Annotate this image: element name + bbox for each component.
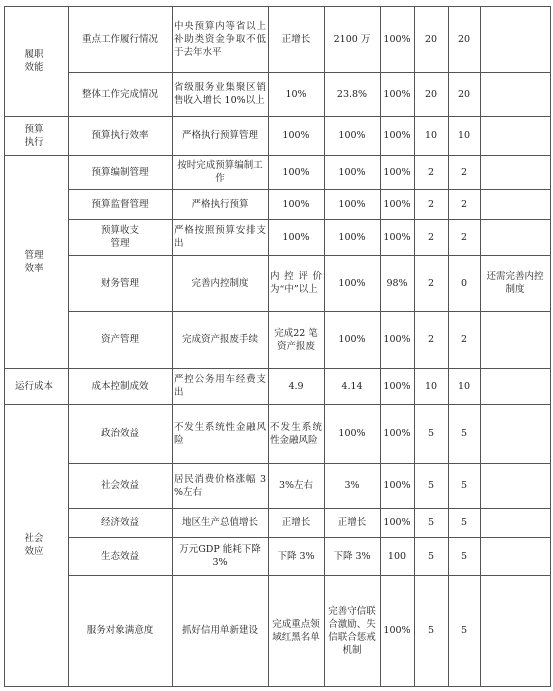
metric-text: 居民消费价格涨幅 3 %左右 bbox=[174, 473, 266, 498]
metric-text: 严控公务用车经费支出 bbox=[174, 374, 266, 398]
score-value: 10 bbox=[457, 130, 471, 141]
weight-value: 10 bbox=[424, 130, 438, 141]
sub-indicator: 整体工作完成情况 bbox=[81, 88, 158, 100]
actual-value: 100% bbox=[338, 130, 366, 141]
cat-cell: 社会 效应 bbox=[24, 533, 44, 557]
weight-value: 2 bbox=[427, 166, 435, 178]
note-text: 还需完善内控制度 bbox=[486, 271, 544, 295]
score-value: 2 bbox=[460, 231, 468, 243]
metric-text: 不发生系统性金融风险 bbox=[174, 421, 266, 446]
actual-value: 下降 3% bbox=[333, 550, 371, 562]
sub-indicator: 经济效益 bbox=[100, 517, 139, 528]
rate-value: 100% bbox=[383, 480, 411, 491]
weight-value: 2 bbox=[427, 277, 435, 289]
rate-value: 100% bbox=[383, 33, 411, 45]
target-value: 4.9 bbox=[288, 380, 304, 392]
actual-value: 正增长 bbox=[337, 517, 367, 528]
target-value: 完成重点领域红黑名单 bbox=[272, 618, 320, 643]
target-value: 下降 3% bbox=[277, 550, 315, 562]
cat-cell: 预算 执行 bbox=[24, 123, 44, 148]
weight-value: 20 bbox=[424, 33, 438, 45]
score-value: 2 bbox=[460, 334, 468, 345]
target-value: 3%左右 bbox=[278, 480, 314, 491]
weight-value: 5 bbox=[427, 428, 435, 439]
rate-value: 100% bbox=[383, 380, 411, 392]
rate-value: 100% bbox=[383, 625, 411, 636]
score-value: 20 bbox=[457, 88, 471, 100]
metric-text: 完善内控制度 bbox=[191, 277, 249, 289]
sub-indicator: 服务对象满意度 bbox=[86, 625, 154, 636]
rate-value: 100% bbox=[383, 130, 411, 141]
metric-text: 抓好信用单新建设 bbox=[181, 625, 258, 636]
target-value: 100% bbox=[282, 166, 310, 178]
sub-indicator: 资产管理 bbox=[100, 334, 139, 345]
target-value: 内控评价为“中”以上 bbox=[270, 271, 322, 295]
rate-value: 100% bbox=[383, 88, 411, 100]
sub-indicator: 预算执行效率 bbox=[91, 130, 149, 141]
target-value: 100% bbox=[282, 231, 310, 243]
sub-indicator: 生态效益 bbox=[100, 550, 139, 562]
metric-text: 严格执行预算管理 bbox=[181, 130, 258, 141]
actual-value: 3% bbox=[344, 480, 360, 491]
rate-value: 98% bbox=[386, 277, 408, 289]
sub-indicator: 成本控制成效 bbox=[91, 380, 149, 392]
score-value: 5 bbox=[460, 428, 468, 439]
sub-indicator: 重点工作履行情况 bbox=[81, 33, 158, 45]
actual-value: 4.14 bbox=[341, 380, 363, 392]
sub-indicator: 预算监督管理 bbox=[91, 198, 149, 210]
metric-text: 严格执行预算 bbox=[191, 198, 249, 210]
rate-value: 100% bbox=[383, 428, 411, 439]
target-value: 100% bbox=[282, 130, 310, 141]
sub-indicator: 社会效益 bbox=[100, 480, 139, 491]
rate-value: 100% bbox=[383, 334, 411, 345]
metric-text: 完成资产报废手续 bbox=[181, 334, 258, 345]
weight-value: 2 bbox=[427, 198, 435, 210]
weight-value: 5 bbox=[427, 625, 435, 636]
cat-cell: 运行成本 bbox=[14, 380, 53, 392]
weight-value: 2 bbox=[427, 334, 435, 345]
actual-value: 100% bbox=[338, 428, 366, 439]
metric-text: 省级服务业集聚区销售收入增长 10%以上 bbox=[174, 82, 266, 106]
sub-indicator: 财务管理 bbox=[100, 277, 139, 289]
target-value: 不发生系统性金融风险 bbox=[270, 421, 322, 446]
score-value: 10 bbox=[457, 380, 471, 392]
rate-value: 100% bbox=[383, 198, 411, 210]
score-value: 0 bbox=[460, 277, 468, 289]
sub-indicator: 政治效益 bbox=[100, 428, 139, 439]
sub-indicator: 预算编制管理 bbox=[91, 166, 149, 178]
score-value: 2 bbox=[460, 166, 468, 178]
actual-value: 2100 万 bbox=[333, 33, 371, 45]
cat-cell: 管理 效率 bbox=[24, 249, 44, 274]
cat-cell: 履职 效能 bbox=[24, 49, 44, 73]
weight-value: 10 bbox=[424, 380, 438, 392]
actual-value: 100% bbox=[338, 334, 366, 345]
score-value: 5 bbox=[460, 517, 468, 528]
weight-value: 2 bbox=[427, 231, 435, 243]
score-value: 2 bbox=[460, 198, 468, 210]
metric-text: 万元GDP 能耗下降3% bbox=[179, 544, 261, 568]
weight-value: 5 bbox=[427, 550, 435, 562]
weight-value: 20 bbox=[424, 88, 438, 100]
score-value: 5 bbox=[460, 480, 468, 491]
rate-value: 100 bbox=[387, 550, 407, 562]
rate-value: 100% bbox=[383, 517, 411, 528]
metric-text: 按时完成预算编制工作 bbox=[177, 160, 263, 184]
score-value: 5 bbox=[460, 625, 468, 636]
actual-value: 100% bbox=[338, 166, 366, 178]
target-value: 10% bbox=[285, 88, 307, 100]
target-value: 完成22 笔资产报废 bbox=[274, 327, 318, 352]
rate-value: 100% bbox=[383, 166, 411, 178]
weight-value: 5 bbox=[427, 480, 435, 491]
score-value: 20 bbox=[457, 33, 471, 45]
actual-value: 100% bbox=[338, 277, 366, 289]
score-value: 5 bbox=[460, 550, 468, 562]
metric-text: 中央预算内等省以上补助类资金争取不低于去年水平 bbox=[174, 20, 266, 58]
sub-indicator: 预算收支 管理 bbox=[100, 225, 139, 249]
actual-value: 100% bbox=[338, 198, 366, 210]
metric-text: 严格按照预算安排支出 bbox=[174, 225, 266, 249]
actual-value: 100% bbox=[338, 231, 366, 243]
rate-value: 100% bbox=[383, 231, 411, 243]
metric-text: 地区生产总值增长 bbox=[181, 517, 258, 528]
target-value: 100% bbox=[282, 198, 310, 210]
weight-value: 5 bbox=[427, 517, 435, 528]
target-value: 正增长 bbox=[281, 517, 311, 528]
target-value: 正增长 bbox=[281, 33, 311, 45]
actual-value: 完善守信联合激励、失信联合惩戒机制 bbox=[328, 605, 376, 656]
actual-value: 23.8% bbox=[336, 88, 368, 100]
